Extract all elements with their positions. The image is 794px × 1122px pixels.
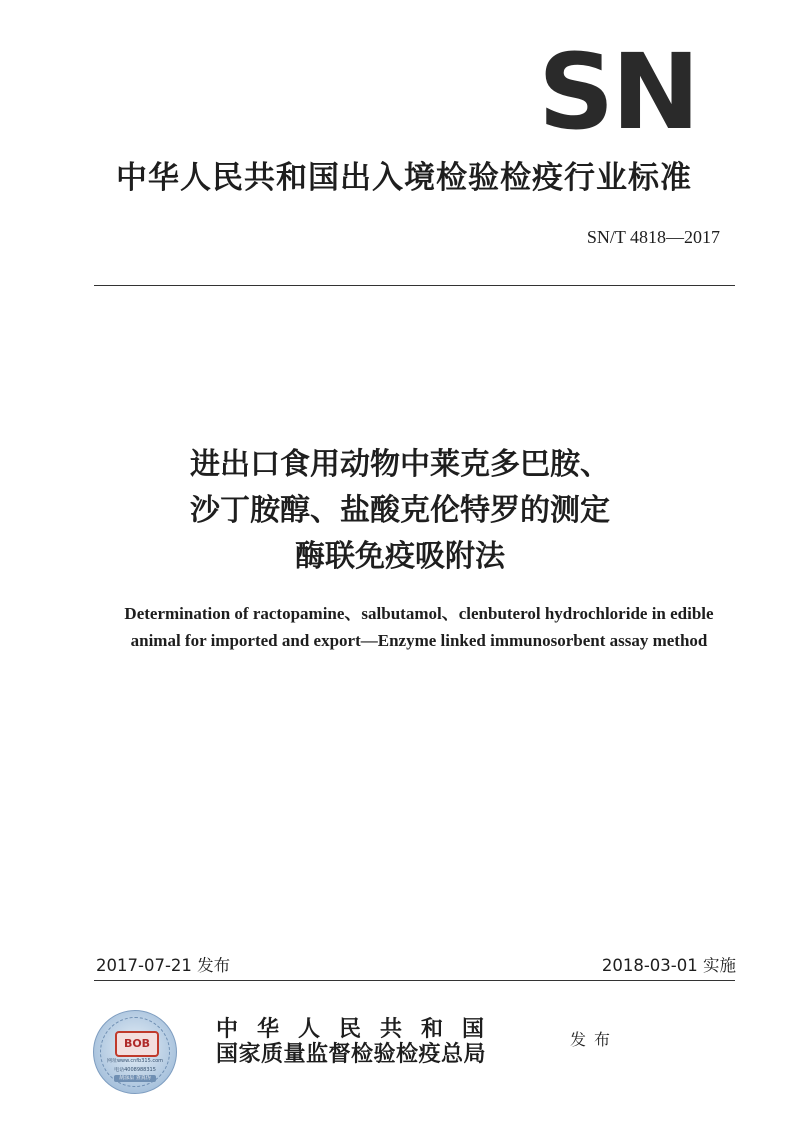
issue-date: 2017-07-21 发布 bbox=[96, 956, 231, 975]
standard-number: SN/T 4818—2017 bbox=[586, 227, 720, 247]
seal-scratch-text: 刮涂层 查真伪 bbox=[114, 1075, 156, 1082]
sn-logo: SN bbox=[538, 31, 698, 153]
english-title-line: animal for imported and export—Enzyme linked immunosorbent assay method bbox=[130, 631, 708, 650]
seal-website-text: 网址www.cnfb315.com bbox=[106, 1058, 164, 1064]
chinese-title bbox=[100, 442, 700, 580]
bottom-divider bbox=[94, 980, 735, 981]
chinese-title-line: 进出口食用动物中莱克多巴胺、 bbox=[190, 447, 610, 482]
top-divider bbox=[94, 285, 735, 286]
publisher-line-2: 国家质量监督检验检疫总局 bbox=[216, 1041, 487, 1067]
english-title-line: Determination of ractopamine、salbutamol、clenbuterol hydrochloride in edible bbox=[124, 604, 714, 623]
implementation-date: 2018-03-01 实施 bbox=[601, 956, 736, 975]
chinese-title-line: 酶联免疫吸附法 bbox=[295, 539, 505, 574]
publish-label: 发布 bbox=[570, 1030, 619, 1049]
chinese-title-line: 沙丁胺醇、盐酸克伦特罗的测定 bbox=[190, 493, 610, 528]
standard-category: 中华人民共和国出入境检验检疫行业标准 bbox=[116, 160, 692, 196]
anti-counterfeit-seal bbox=[93, 1010, 177, 1094]
seal-phone-text: 电话4008988315 bbox=[114, 1067, 156, 1073]
english-title bbox=[94, 600, 744, 654]
seal-logo-mark: BOB bbox=[115, 1031, 159, 1057]
publisher-line-1: 中华人民共和国 bbox=[216, 1016, 504, 1042]
